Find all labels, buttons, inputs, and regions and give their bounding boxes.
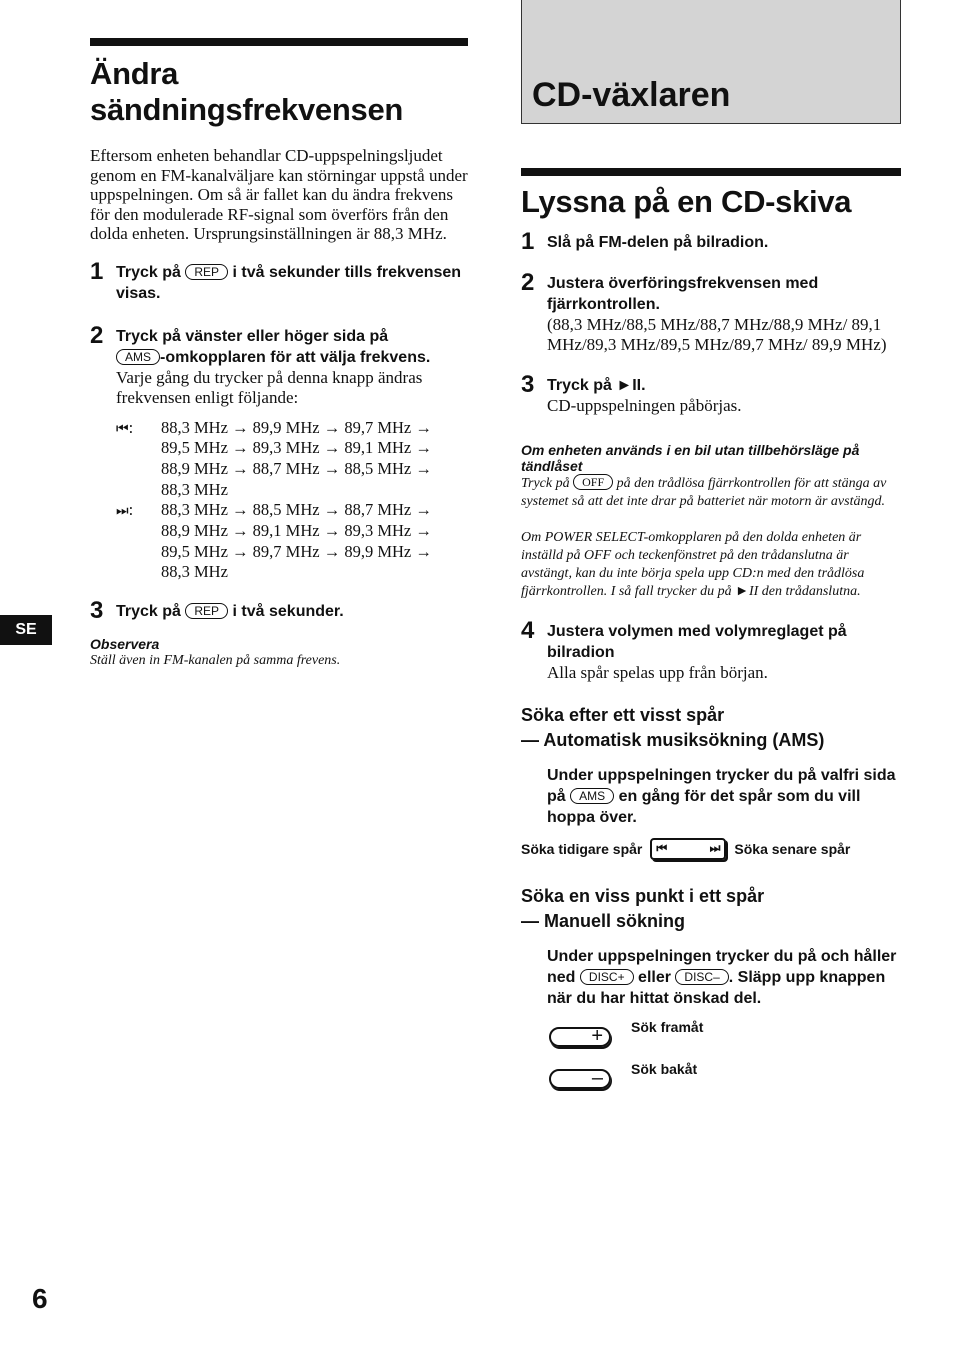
step-text: i två sekunder tills frekvensen visas. (116, 263, 462, 302)
label-prev-track: Söka tidigare spår (521, 841, 643, 857)
step-body: CD-uppspelningen påbörjas. (547, 396, 742, 415)
step-number: 2 (521, 269, 535, 296)
instr-text: en gång för det spår som du vill hoppa över. (547, 788, 861, 826)
step-text: Tryck på (116, 263, 181, 281)
left-note (90, 636, 468, 670)
rep-button-icon: REP (185, 603, 228, 619)
left-title: Ändra sändningsfrekvensen (90, 56, 404, 127)
right-note (521, 442, 901, 601)
note-title: Om enheten används i en bil utan tillbehörsläge på tändlåset (521, 442, 860, 474)
step-number: 1 (521, 228, 535, 255)
seq-line: 88,3 MHz (161, 479, 228, 499)
step-text: Tryck på vänster eller höger sida på (116, 327, 389, 345)
off-button-icon: OFF (573, 474, 613, 490)
label-next-track: Söka senare spår (734, 841, 851, 857)
seq-line: 88,3 MHz → 88,5 MHz → 88,7 MHz → (161, 500, 432, 520)
ams-button-icon: AMS (116, 349, 160, 365)
instr-text: . Släpp upp knappen när du har hittat önskad del. (547, 969, 886, 1007)
step-number: 3 (521, 371, 535, 398)
left-step-1 (90, 257, 468, 304)
manual-instruction (521, 946, 901, 1009)
intro-paragraph: Eftersom enheten behandlar CD-uppspelningsljudet genom en FM-kanalväljare kan störningar uppstå under uppspelningen. Om så är fallet kan du ändra frekvens för den modulerade RF-signal som överförs från den dolda enheten. Ursprungsinställningen är 88,3 MHz. (90, 146, 468, 243)
right-column (521, 0, 901, 1099)
plus-icon: + (591, 1025, 603, 1047)
rep-button-icon: REP (185, 264, 228, 280)
colon: : (128, 417, 134, 437)
seq-line: 88,3 MHz (161, 562, 228, 582)
step-head: Slå på FM-delen på bilradion. (547, 234, 769, 251)
step-text: -omkopplaren för att välja frekvens. (160, 348, 431, 366)
page-number: 6 (32, 1283, 48, 1314)
step-head: Justera överföringsfrekvensen med fjärrkontrollen. (547, 275, 819, 313)
manual-diagram (521, 1019, 901, 1099)
manual-subheading: — Manuell sökning (521, 911, 686, 931)
right-step-1 (521, 228, 901, 255)
seq-line: 88,9 MHz → 88,7 MHz → 88,5 MHz → (161, 458, 432, 478)
seq-line: 89,5 MHz → 89,7 MHz → 89,9 MHz → (161, 541, 432, 561)
left-step-2 (90, 321, 468, 584)
prev-track-icon: ⏮ (656, 841, 668, 855)
label-search-forward: Sök framåt (631, 1019, 704, 1035)
sequence-forward (116, 500, 468, 583)
seq-line: 88,3 MHz → 89,9 MHz → 89,7 MHz → (161, 417, 432, 437)
disc-plus-button-icon: DISC+ (580, 969, 634, 985)
note-text-part: på den trådlösa fjärrkontrollen för att stänga av systemet så att det inte drar på batteriet när motorn är avstängd. (521, 476, 887, 509)
ams-heading: Söka efter ett visst spår (521, 705, 725, 725)
manual-heading: Söka en viss punkt i ett spår (521, 886, 765, 906)
note-title: Observera (90, 636, 160, 653)
seq-line: 89,5 MHz → 89,3 MHz → 89,1 MHz → (161, 438, 432, 458)
step-head: Justera volymen med volymreglaget på bilradion (547, 623, 847, 661)
step-number: 3 (90, 597, 104, 625)
disc-plus-key-icon (549, 1027, 611, 1047)
right-title: Lyssna på en CD-skiva (521, 184, 852, 219)
instr-text: Under uppspelningen trycker du på och håller ned (547, 948, 897, 986)
right-step-2 (521, 269, 901, 355)
ams-button-icon: AMS (570, 788, 614, 804)
step-body: (88,3 MHz/88,5 MHz/88,7 MHz/88,9 MHz/ 89,1 MHz/89,3 MHz/89,5 MHz/89,7 MHz/ 89,9 MHz) (547, 315, 887, 354)
right-step-4 (521, 617, 901, 683)
note-text-2: Om POWER SELECT-omkopplaren på den dolda enheten är inställd på OFF och teckenfönstret på den trådanslutna är avstängt, kan du inte börja spela upp CD:n med den trådlösa fjärrkontrollen. I så fall trycker du på ►II den trådanslutna. (521, 530, 865, 599)
title-rule (521, 168, 901, 176)
minus-icon: – (591, 1067, 603, 1089)
disc-minus-button-icon: DISC– (675, 969, 728, 985)
step-number: 4 (521, 617, 535, 644)
label-search-backward: Sök bakåt (631, 1061, 698, 1077)
seq-line: 88,9 MHz → 89,1 MHz → 89,3 MHz → (161, 521, 432, 541)
step-head: Tryck på ►II. (547, 377, 646, 394)
instr-text: eller (638, 969, 671, 986)
step-text: i två sekunder. (232, 603, 344, 621)
step-text: Tryck på (116, 603, 181, 621)
language-tab: SE (0, 615, 52, 645)
step-number: 1 (90, 257, 104, 285)
ams-subheading: — Automatisk musiksökning (AMS) (521, 730, 825, 750)
step-body: Varje gång du trycker på denna knapp ändras frekvensen enligt följande: (116, 367, 423, 407)
section-title: CD-växlaren (532, 76, 731, 114)
right-step-3 (521, 371, 901, 416)
next-track-icon: ⏭ (709, 841, 721, 855)
step-body: Alla spår spelas upp från början. (547, 663, 768, 682)
title-rule (90, 38, 468, 46)
sequence-backward (116, 418, 468, 501)
left-column (90, 38, 468, 670)
note-text: Ställ även in FM-kanalen på samma frevens. (90, 653, 341, 669)
note-text (521, 474, 901, 511)
colon: : (128, 500, 134, 520)
next-track-icon: ⏭ (116, 504, 129, 520)
prev-track-icon: ⏮ (116, 421, 129, 437)
ams-rocker-icon (650, 838, 726, 860)
step-number: 2 (90, 321, 104, 349)
ams-instruction (521, 765, 901, 828)
section-header-box (521, 0, 901, 124)
note-text-part: Tryck på (521, 476, 570, 491)
left-step-3 (90, 597, 468, 625)
instr-text: Under uppspelningen trycker du på valfri sida på (547, 767, 896, 805)
disc-minus-key-icon (549, 1069, 611, 1089)
ams-diagram (521, 838, 901, 860)
